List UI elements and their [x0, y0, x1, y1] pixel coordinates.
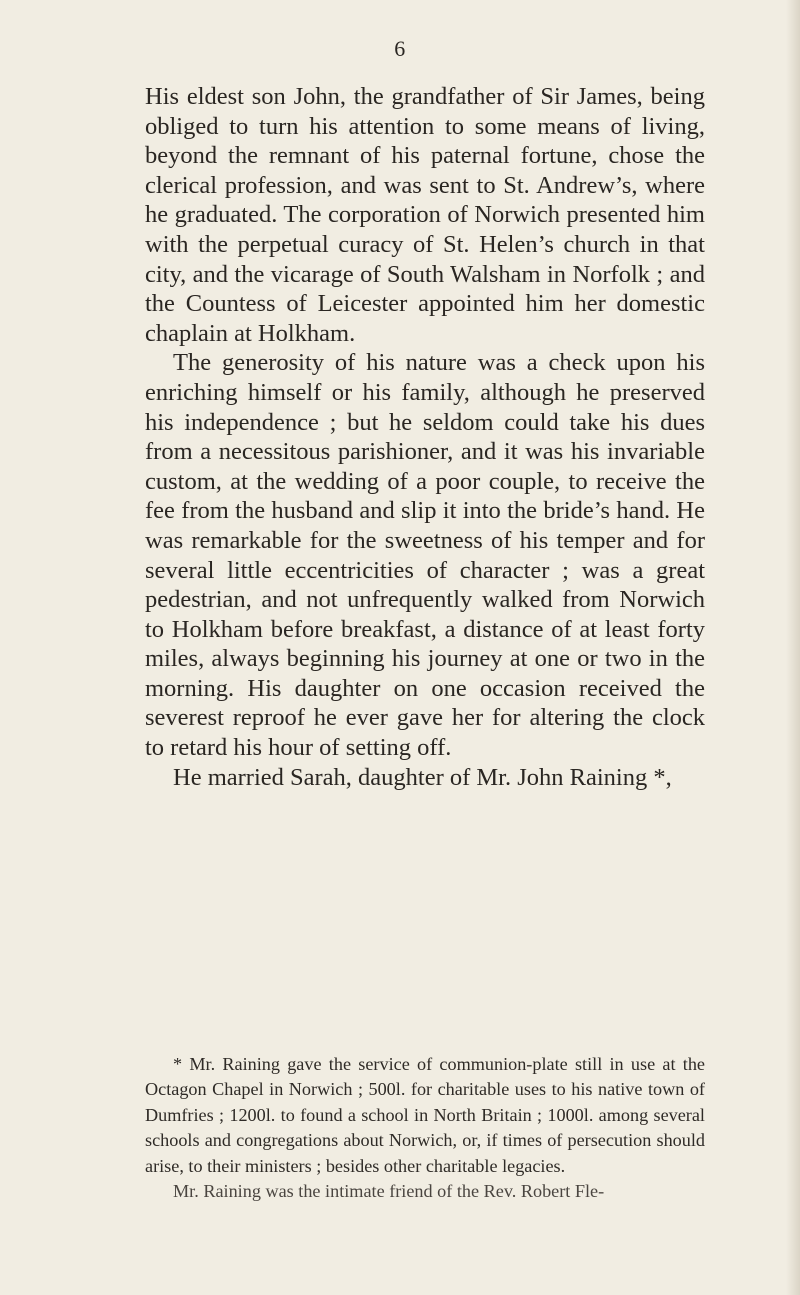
footnote — [145, 1052, 705, 1204]
main-text — [145, 82, 705, 792]
footnote-paragraph: * Mr. Raining gave the service of communion-plate still in use at the Octagon Chapel in Norwich ; 500l. for charitable uses to his native town of Dumfries ; 1200l. to found a school in North Britain ; 1000l. among several schools and congregations about Norwich, or, if times of persecution should arise, to their ministers ; besides other charitable legacies. — [145, 1054, 705, 1176]
body-paragraph: He married Sarah, daughter of Mr. John Raining *, — [173, 763, 672, 791]
body-paragraph: The generosity of his nature was a check upon his enriching himself or his family, although he preserved his independence ; but he seldom could take his dues from a necessitous parishioner, and it was his invariable custom, at the wedding of a poor couple, to receive the fee from the husband and slip it into the bride’s hand. He was remarkable for the sweetness of his temper and for several little eccentricities of character ; was a great pedestrian, and not unfrequently walked from Norwich to Holkham before breakfast, a distance of at least forty miles, always beginning his journey at one or two in the morning. His daughter on one occasion received the severest reproof he ever gave her for altering the clock to retard his hour of setting off. — [145, 349, 705, 762]
page-number: 6 — [394, 36, 406, 61]
page-edge-shadow — [786, 0, 800, 1295]
body-paragraph: His eldest son John, the grandfather of Sir James, being obliged to turn his attention to some means of living, beyond the remnant of his paternal fortune, chose the clerical profession, and was sent to St. Andrew’s, where he graduated. The corporation of Norwich presented him with the perpetual curacy of St. Helen’s church in that city, and the vicarage of South Walsham in Norfolk ; and the Countess of Leicester appointed him her domestic chaplain at Holkham. — [145, 83, 705, 347]
footnote-paragraph: Mr. Raining was the intimate friend of the Rev. Robert Fle- — [173, 1181, 605, 1202]
